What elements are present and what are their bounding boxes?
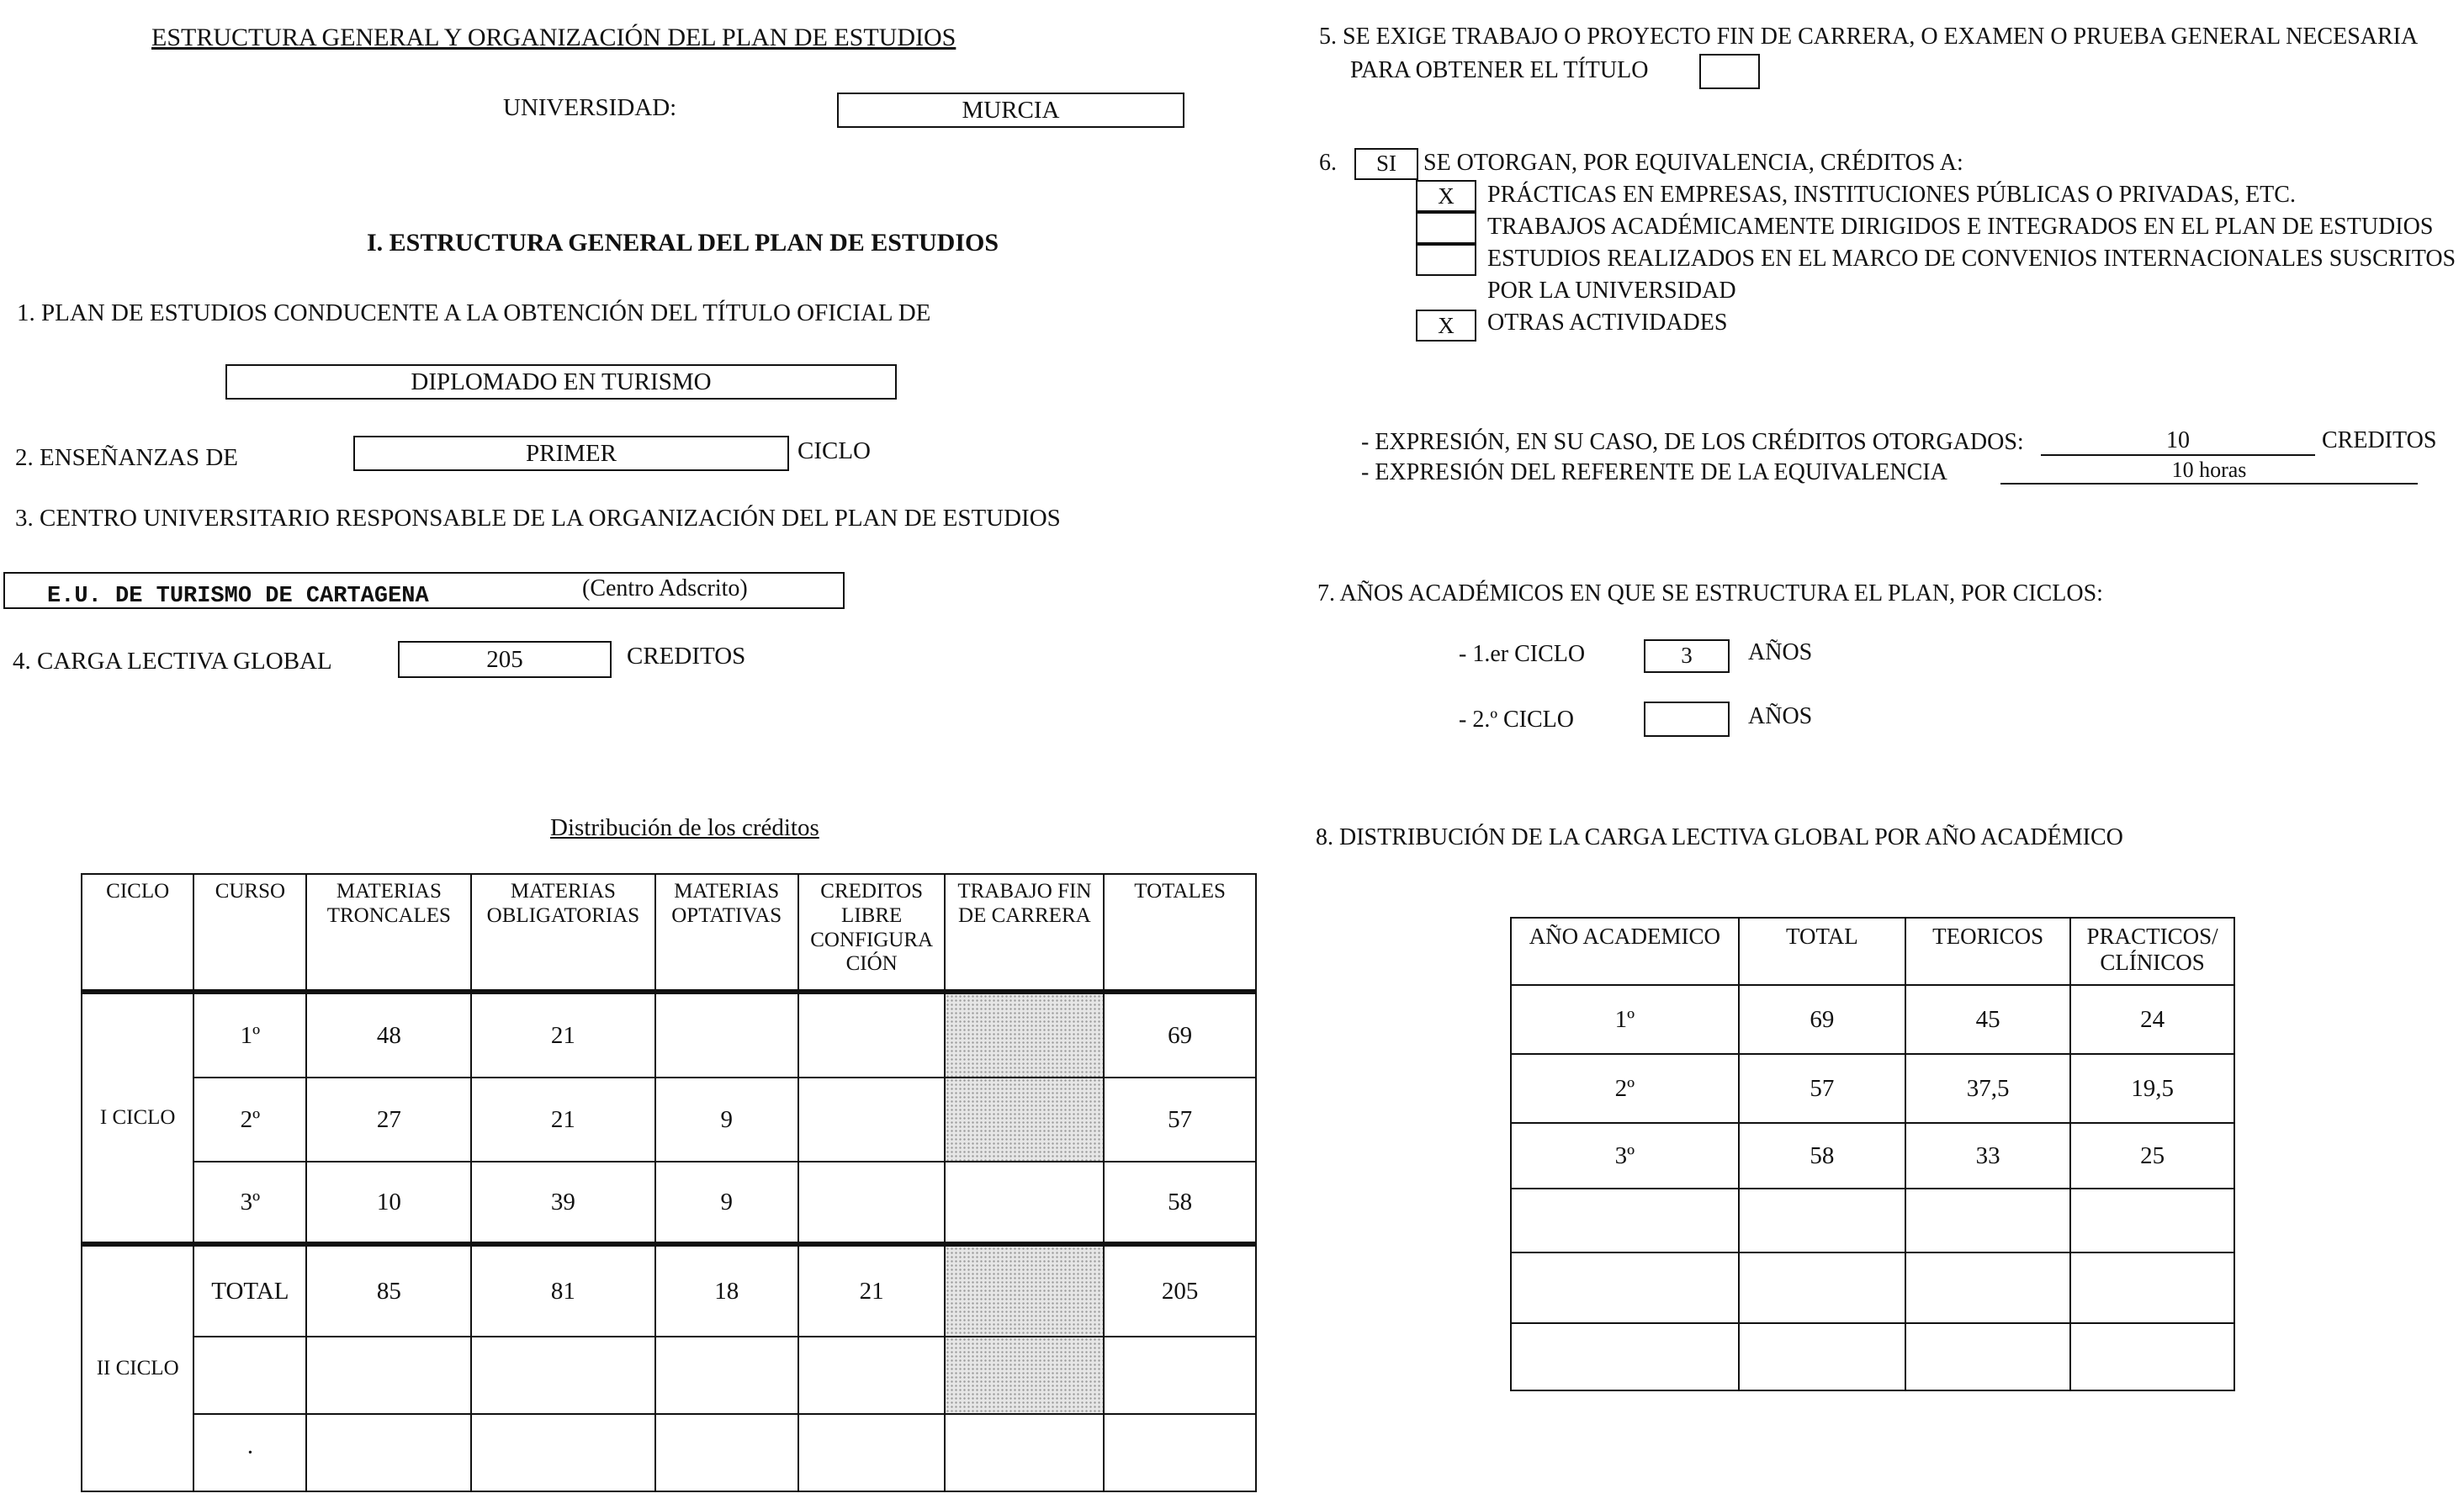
- libre-cell: [798, 1414, 946, 1491]
- q4-label: 4. CARGA LECTIVA GLOBAL: [13, 648, 332, 675]
- practicos-cell: [2070, 1189, 2234, 1252]
- totales-cell: 205: [1104, 1244, 1256, 1337]
- practicos-cell: 19,5: [2070, 1054, 2234, 1123]
- q6-option-4-checkbox: X: [1416, 310, 1476, 342]
- q6-option-1-checkbox: X: [1416, 180, 1476, 212]
- table-row: [82, 1337, 1256, 1414]
- teoricos-cell: [1905, 1252, 2070, 1323]
- trabajo-cell: [945, 1244, 1104, 1337]
- teoricos-cell: [1905, 1189, 2070, 1252]
- obligatorias-cell: 81: [471, 1244, 654, 1337]
- expr1-suffix: CREDITOS: [2322, 427, 2437, 453]
- q7-heading: 7. AÑOS ACADÉMICOS EN QUE SE ESTRUCTURA EL PLAN, POR CICLOS:: [1317, 580, 2103, 606]
- ano-cell: 2º: [1511, 1054, 1739, 1123]
- ciclo-label: CICLO: [797, 437, 871, 464]
- libre-cell: [798, 992, 946, 1078]
- curso-cell: 3º: [193, 1162, 306, 1244]
- totales-cell: 58: [1104, 1162, 1256, 1244]
- obligatorias-cell: [471, 1414, 654, 1491]
- universidad-field: MURCIA: [837, 93, 1184, 128]
- table-row: [1511, 985, 2234, 1054]
- q7-ciclo1-label: - 1.er CICLO: [1459, 641, 1586, 667]
- total-cell: [1739, 1323, 1905, 1390]
- libre-cell: [798, 1078, 946, 1162]
- q6-option-3-label-line2: POR LA UNIVERSIDAD: [1487, 278, 1736, 304]
- header-libre: CREDITOS LIBRE CONFIGURA CIÓN: [798, 874, 946, 992]
- section-heading: I. ESTRUCTURA GENERAL DEL PLAN DE ESTUDIOS: [367, 229, 999, 257]
- q6-option-4-label: OTRAS ACTIVIDADES: [1487, 310, 1728, 336]
- optativas-cell: 9: [655, 1078, 798, 1162]
- table-header-row: [1511, 918, 2234, 985]
- titulo-field: DIPLOMADO EN TURISMO: [225, 364, 897, 400]
- total-cell: 57: [1739, 1054, 1905, 1123]
- totales-cell: 57: [1104, 1078, 1256, 1162]
- expr2-value: 10 horas: [2000, 458, 2418, 485]
- table-row: [82, 1244, 1256, 1337]
- header-totales: TOTALES: [1104, 874, 1256, 992]
- expr1-label: - EXPRESIÓN, EN SU CASO, DE LOS CRÉDITOS OTORGADOS:: [1361, 429, 2024, 455]
- q6-si-box: SI: [1354, 148, 1418, 180]
- header-curso: CURSO: [193, 874, 306, 992]
- total-cell: 58: [1739, 1123, 1905, 1189]
- q6-option-3-label: ESTUDIOS REALIZADOS EN EL MARCO DE CONVENIOS INTERNACIONALES SUSCRITOS: [1487, 246, 2456, 272]
- teoricos-cell: [1905, 1323, 2070, 1390]
- ano-academico-table: [1510, 917, 2235, 1391]
- optativas-cell: [655, 1337, 798, 1414]
- header-ciclo: CICLO: [82, 874, 193, 992]
- q3-label: 3. CENTRO UNIVERSITARIO RESPONSABLE DE LA ORGANIZACIÓN DEL PLAN DE ESTUDIOS: [15, 505, 1061, 532]
- expr2-label: - EXPRESIÓN DEL REFERENTE DE LA EQUIVALENCIA: [1361, 459, 1947, 485]
- q5-line1: 5. SE EXIGE TRABAJO O PROYECTO FIN DE CARRERA, O EXAMEN O PRUEBA GENERAL NECESARIA: [1319, 24, 2419, 50]
- curso-cell: TOTAL: [193, 1244, 306, 1337]
- q7-ciclo2-field: [1644, 702, 1730, 737]
- trabajo-cell: [945, 1078, 1104, 1162]
- document-title: ESTRUCTURA GENERAL Y ORGANIZACIÓN DEL PLAN DE ESTUDIOS: [151, 24, 956, 51]
- q8-heading: 8. DISTRIBUCIÓN DE LA CARGA LECTIVA GLOBAL POR AÑO ACADÉMICO: [1316, 824, 2123, 850]
- teoricos-cell: 45: [1905, 985, 2070, 1054]
- q7-ciclo1-field: 3: [1644, 639, 1730, 673]
- header-practicos: PRACTICOS/ CLÍNICOS: [2070, 918, 2234, 985]
- table-row: [1511, 1189, 2234, 1252]
- libre-cell: [798, 1162, 946, 1244]
- table-row: [1511, 1054, 2234, 1123]
- optativas-cell: 9: [655, 1162, 798, 1244]
- optativas-cell: 18: [655, 1244, 798, 1337]
- header-teoricos: TEORICOS: [1905, 918, 2070, 985]
- q6-text: SE OTORGAN, POR EQUIVALENCIA, CRÉDITOS A:: [1423, 150, 1963, 176]
- universidad-label: UNIVERSIDAD:: [503, 94, 677, 121]
- troncales-cell: 10: [306, 1162, 471, 1244]
- curso-cell: [193, 1337, 306, 1414]
- distribucion-caption: Distribución de los créditos: [550, 814, 819, 841]
- header-obligatorias: MATERIAS OBLIGATORIAS: [471, 874, 654, 992]
- q6-option-2-label: TRABAJOS ACADÉMICAMENTE DIRIGIDOS E INTEGRADOS EN EL PLAN DE ESTUDIOS: [1487, 214, 2434, 240]
- q7-ciclo1-anos: AÑOS: [1748, 639, 1813, 665]
- troncales-cell: [306, 1414, 471, 1491]
- practicos-cell: 24: [2070, 985, 2234, 1054]
- total-cell: 69: [1739, 985, 1905, 1054]
- practicos-cell: [2070, 1252, 2234, 1323]
- trabajo-cell: [945, 1414, 1104, 1491]
- libre-cell: 21: [798, 1244, 946, 1337]
- q6-option-2-checkbox: [1416, 212, 1476, 244]
- total-cell: [1739, 1189, 1905, 1252]
- optativas-cell: [655, 1414, 798, 1491]
- header-optativas: MATERIAS OPTATIVAS: [655, 874, 798, 992]
- table-row: [82, 1414, 1256, 1491]
- practicos-cell: [2070, 1323, 2234, 1390]
- curso-cell: ·: [193, 1414, 306, 1491]
- obligatorias-cell: 21: [471, 992, 654, 1078]
- ensenanzas-field: PRIMER: [353, 436, 789, 471]
- q2-label: 2. ENSEÑANZAS DE: [15, 444, 239, 471]
- obligatorias-cell: [471, 1337, 654, 1414]
- table-row: [1511, 1323, 2234, 1390]
- q6-option-1-label: PRÁCTICAS EN EMPRESAS, INSTITUCIONES PÚBLICAS O PRIVADAS, ETC.: [1487, 182, 2296, 208]
- q5-checkbox: [1699, 54, 1760, 89]
- practicos-cell: 25: [2070, 1123, 2234, 1189]
- table-row: [1511, 1252, 2234, 1323]
- table-header-row: [82, 874, 1256, 992]
- header-ano: AÑO ACADEMICO: [1511, 918, 1739, 985]
- header-trabajo: TRABAJO FIN DE CARRERA: [945, 874, 1104, 992]
- optativas-cell: [655, 992, 798, 1078]
- q7-ciclo2-label: - 2.º CICLO: [1459, 707, 1575, 733]
- trabajo-cell: [945, 1337, 1104, 1414]
- curso-cell: 1º: [193, 992, 306, 1078]
- carga-suffix: CREDITOS: [627, 643, 746, 670]
- trabajo-cell: [945, 1162, 1104, 1244]
- ano-cell: 3º: [1511, 1123, 1739, 1189]
- ano-cell: 1º: [1511, 985, 1739, 1054]
- q1-label: 1. PLAN DE ESTUDIOS CONDUCENTE A LA OBTENCIÓN DEL TÍTULO OFICIAL DE: [17, 299, 931, 326]
- table-row: [82, 1162, 1256, 1244]
- trabajo-cell: [945, 992, 1104, 1078]
- table-row: [82, 992, 1256, 1078]
- teoricos-cell: 37,5: [1905, 1054, 2070, 1123]
- curso-cell: 2º: [193, 1078, 306, 1162]
- teoricos-cell: 33: [1905, 1123, 2070, 1189]
- centro-note: (Centro Adscrito): [582, 575, 748, 601]
- troncales-cell: 85: [306, 1244, 471, 1337]
- q6-number: 6.: [1319, 150, 1337, 176]
- totales-cell: [1104, 1414, 1256, 1491]
- totales-cell: 69: [1104, 992, 1256, 1078]
- ano-cell: [1511, 1189, 1739, 1252]
- centro-value: E.U. DE TURISMO DE CARTAGENA: [47, 584, 429, 609]
- carga-field: 205: [398, 641, 612, 678]
- ciclo-1-cell: I CICLO: [82, 992, 193, 1244]
- header-troncales: MATERIAS TRONCALES: [306, 874, 471, 992]
- obligatorias-cell: 21: [471, 1078, 654, 1162]
- q5-line2: PARA OBTENER EL TÍTULO: [1350, 57, 1649, 83]
- q6-option-3-checkbox: [1416, 244, 1476, 276]
- troncales-cell: 48: [306, 992, 471, 1078]
- ano-cell: [1511, 1323, 1739, 1390]
- header-total: TOTAL: [1739, 918, 1905, 985]
- troncales-cell: 27: [306, 1078, 471, 1162]
- distribucion-table: [81, 873, 1257, 1492]
- total-cell: [1739, 1252, 1905, 1323]
- libre-cell: [798, 1337, 946, 1414]
- expr1-value: 10: [2041, 427, 2315, 456]
- obligatorias-cell: 39: [471, 1162, 654, 1244]
- table-row: [1511, 1123, 2234, 1189]
- totales-cell: [1104, 1337, 1256, 1414]
- ciclo-2-cell: II CICLO: [82, 1244, 193, 1491]
- centro-field: [3, 572, 845, 609]
- troncales-cell: [306, 1337, 471, 1414]
- ano-cell: [1511, 1252, 1739, 1323]
- table-row: [82, 1078, 1256, 1162]
- q7-ciclo2-anos: AÑOS: [1748, 703, 1813, 729]
